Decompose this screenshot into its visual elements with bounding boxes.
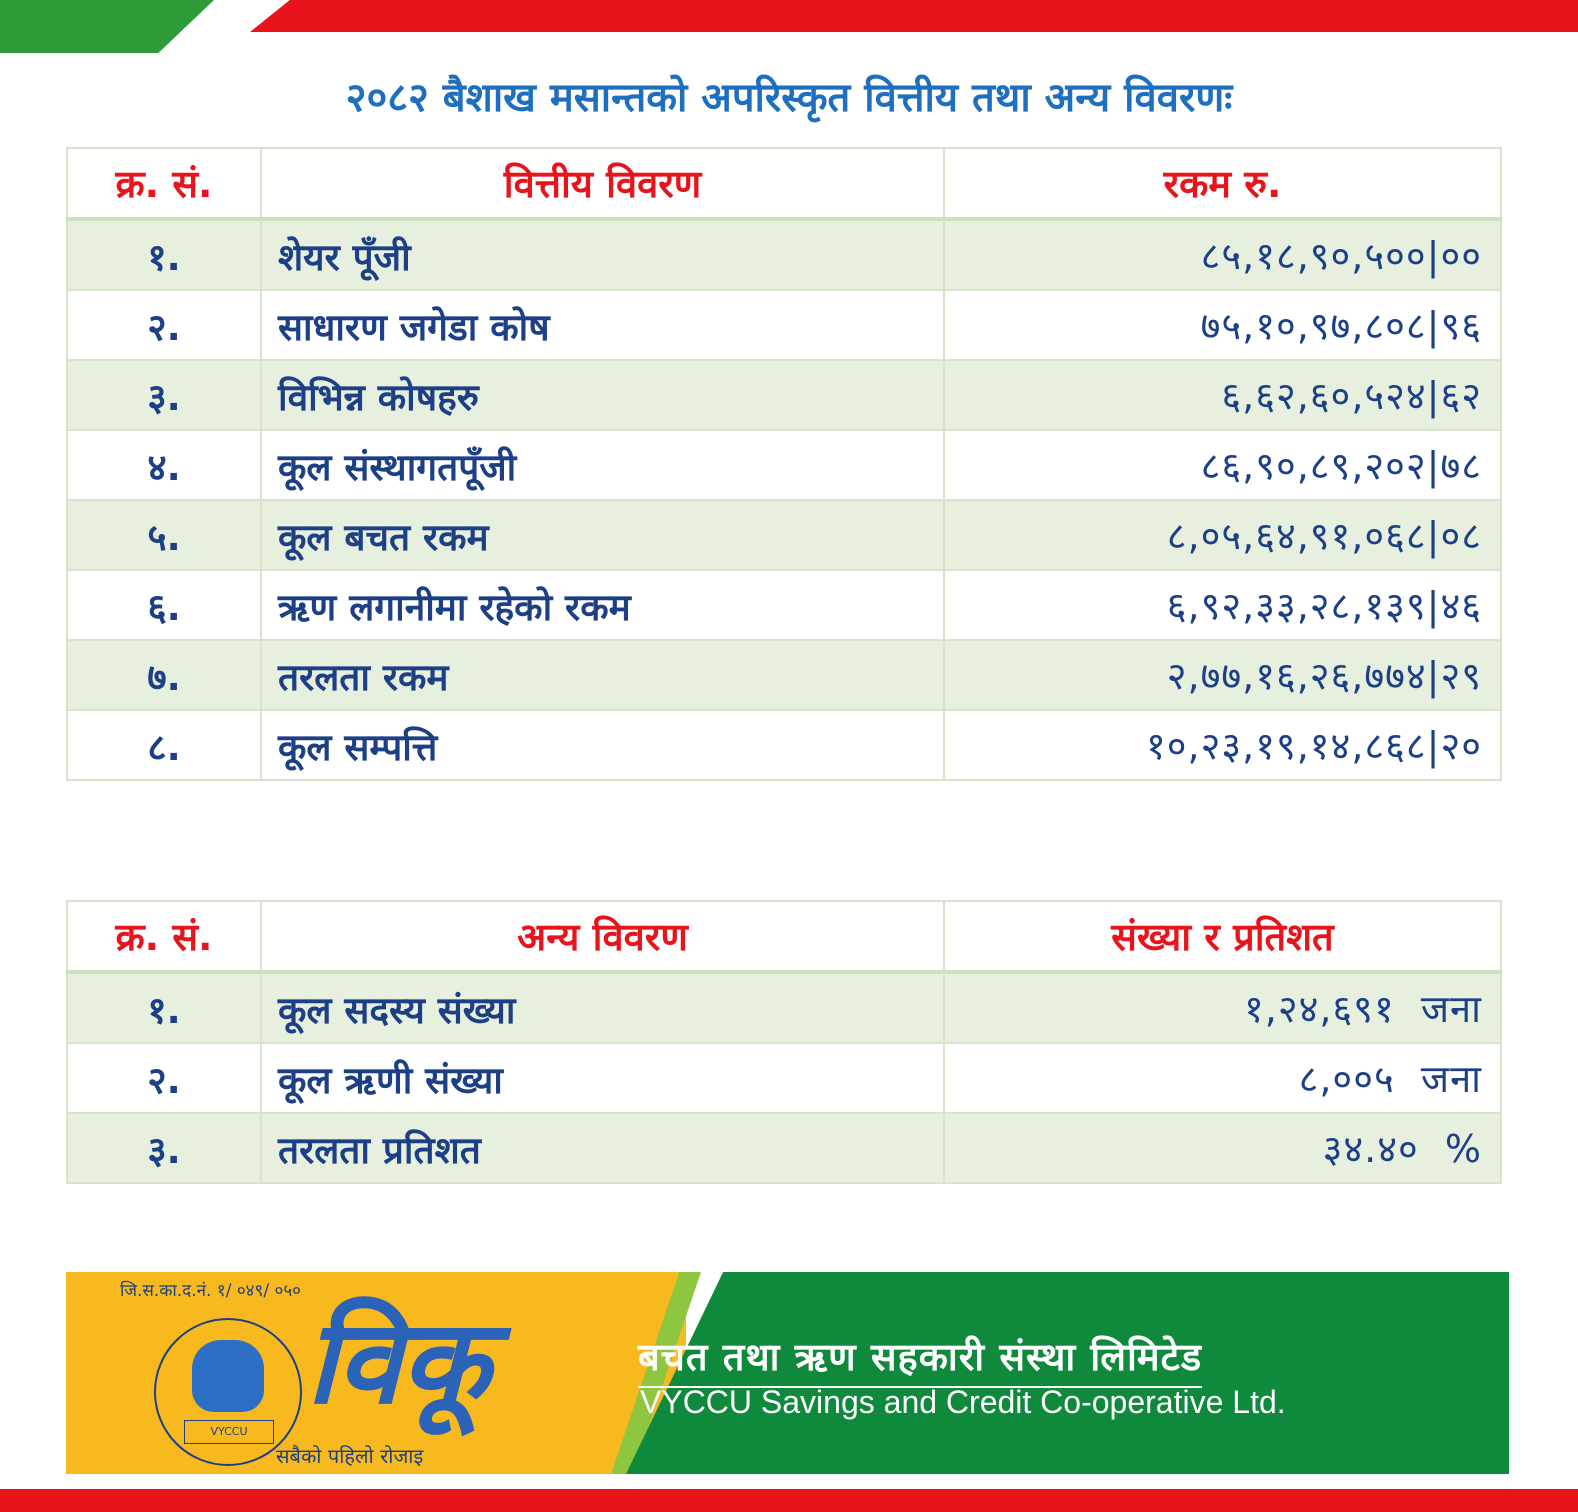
row-sn: ४. xyxy=(67,430,261,500)
financial-table xyxy=(66,147,1502,781)
table-row xyxy=(67,219,1501,290)
row-value: ८,००५ जना xyxy=(944,1043,1501,1113)
top-left-green-banner xyxy=(0,0,214,53)
row-value: ६,६२,६०,५२४|६२ xyxy=(944,360,1501,430)
row-value: ८५,१८,९०,५००|०० xyxy=(944,219,1501,290)
header-label: वित्तीय विवरण xyxy=(261,148,944,219)
header-sn: क्र. सं. xyxy=(67,148,261,219)
emblem-figure-icon xyxy=(192,1340,264,1412)
row-label: शेयर पूँजी xyxy=(261,219,944,290)
row-label: कूल सदस्य संख्या xyxy=(261,972,944,1043)
row-label: कूल बचत रकम xyxy=(261,500,944,570)
row-sn: १. xyxy=(67,972,261,1043)
table-row xyxy=(67,430,1501,500)
table-header-row xyxy=(67,148,1501,219)
header-sn: क्र. सं. xyxy=(67,901,261,972)
row-value: ६,९२,३३,२८,१३९|४६ xyxy=(944,570,1501,640)
table-row xyxy=(67,710,1501,780)
brand-tagline: सबैको पहिलो रोजाइ xyxy=(276,1444,424,1468)
top-red-banner xyxy=(250,0,1578,32)
row-label: ऋण लगानीमा रहेको रकम xyxy=(261,570,944,640)
brand-logo-text: विकू xyxy=(306,1294,490,1430)
row-value: १,२४,६९१ जना xyxy=(944,972,1501,1043)
row-sn: २. xyxy=(67,1043,261,1113)
table-row xyxy=(67,1043,1501,1113)
header-label: अन्य विवरण xyxy=(261,901,944,972)
other-details-table xyxy=(66,900,1502,1184)
table-header-row xyxy=(67,901,1501,972)
bottom-red-bar xyxy=(0,1489,1578,1512)
emblem-label: VYCCU xyxy=(184,1420,274,1444)
row-sn: १. xyxy=(67,219,261,290)
row-value: ३४.४० % xyxy=(944,1113,1501,1183)
table-row xyxy=(67,290,1501,360)
row-label: साधारण जगेडा कोष xyxy=(261,290,944,360)
registration-number: जि.स.का.द.नं. १/ ०४९/ ०५० xyxy=(120,1281,301,1301)
row-label: कूल सम्पत्ति xyxy=(261,710,944,780)
row-value: ८६,९०,८९,२०२|७८ xyxy=(944,430,1501,500)
row-sn: ५. xyxy=(67,500,261,570)
table-row xyxy=(67,640,1501,710)
header-value: संख्या र प्रतिशत xyxy=(944,901,1501,972)
footer-banner xyxy=(66,1272,1509,1474)
row-value: १०,२३,१९,१४,८६८|२० xyxy=(944,710,1501,780)
row-sn: २. xyxy=(67,290,261,360)
row-label: कूल ऋणी संख्या xyxy=(261,1043,944,1113)
row-label: विभिन्न कोषहरु xyxy=(261,360,944,430)
org-name-nepali: बचत तथा ऋण सहकारी संस्था लिमिटेड xyxy=(638,1330,1202,1388)
row-label: तरलता रकम xyxy=(261,640,944,710)
row-label: कूल संस्थागतपूँजी xyxy=(261,430,944,500)
row-sn: ३. xyxy=(67,1113,261,1183)
header-value: रकम रु. xyxy=(944,148,1501,219)
row-sn: ८. xyxy=(67,710,261,780)
row-sn: ७. xyxy=(67,640,261,710)
org-name-english: VYCCU Savings and Credit Co-operative Ltd. xyxy=(640,1384,1286,1420)
table-row xyxy=(67,500,1501,570)
table-row xyxy=(67,360,1501,430)
table-row xyxy=(67,972,1501,1043)
row-sn: ३. xyxy=(67,360,261,430)
page-title: २०८२ बैशाख मसान्तको अपरिस्कृत वित्तीय तथा अन्य विवरणः xyxy=(345,75,1233,121)
row-value: ८,०५,६४,९१,०६८|०८ xyxy=(944,500,1501,570)
table-row xyxy=(67,570,1501,640)
table-row xyxy=(67,1113,1501,1183)
row-value: ७५,१०,९७,८०८|९६ xyxy=(944,290,1501,360)
row-value: २,७७,१६,२६,७७४|२९ xyxy=(944,640,1501,710)
row-label: तरलता प्रतिशत xyxy=(261,1113,944,1183)
row-sn: ६. xyxy=(67,570,261,640)
